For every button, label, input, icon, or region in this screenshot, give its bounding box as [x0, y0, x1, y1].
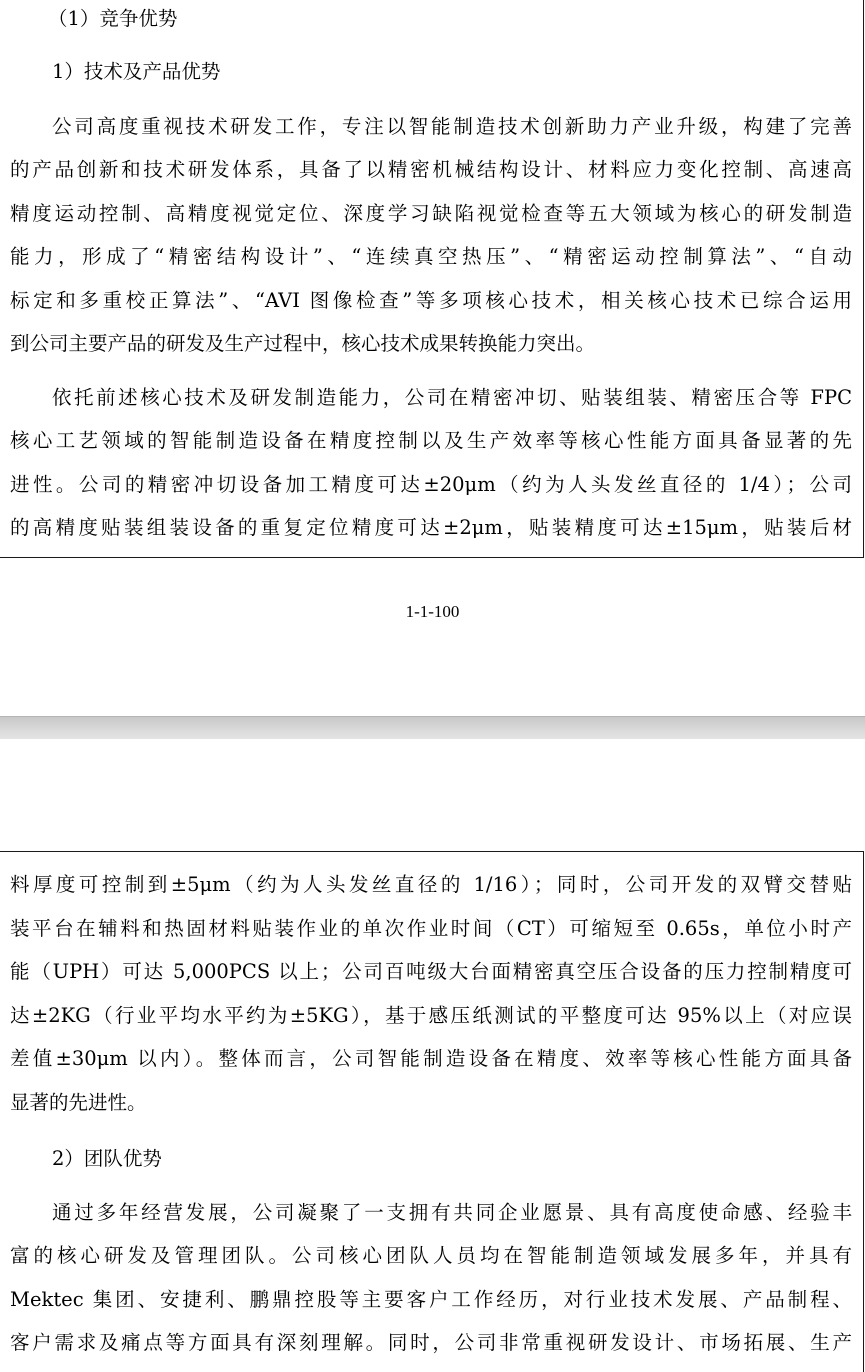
subsection-heading: 2）团队优势 — [52, 1147, 162, 1170]
subsection-heading: 1）技术及产品优势 — [52, 60, 221, 83]
section-heading: （1）竞争优势 — [48, 7, 178, 30]
paragraph-line: 差值±30μm 以内）。整体而言，公司智能制造设备在精度、效率等核心性能方面具备 — [10, 1047, 852, 1070]
page-separator — [0, 716, 865, 740]
paragraph-line: 核心工艺领域的智能制造设备在精度控制以及生产效率等核心性能方面具备显著的先 — [10, 429, 852, 452]
paragraph-line: 精度运动控制、高精度视觉定位、深度学习缺陷视觉检查等五大领域为核心的研发制造 — [10, 202, 852, 225]
paragraph-line: 的高精度贴装组装设备的重复定位精度可达±2μm，贴装精度可达±15μm，贴装后材 — [10, 516, 852, 539]
paragraph-line: 到公司主要产品的研发及生产过程中，核心技术成果转换能力突出。 — [10, 332, 596, 355]
paragraph-line: 显著的先进性。 — [10, 1091, 147, 1114]
paragraph-line: 的产品创新和技术研发体系，具备了以精密机械结构设计、材料应力变化控制、高速高 — [10, 158, 852, 181]
paragraph-line: 达±2KG（行业平均水平约为±5KG），基于感压纸测试的平整度可达 95%以上（对应误 — [10, 1004, 852, 1027]
paragraph-line: 进性。公司的精密冲切设备加工精度可达±20μm（约为人头发丝直径的 1/4）；公司 — [10, 473, 852, 496]
document-page-bottom — [0, 739, 865, 1359]
paragraph-line: 装平台在辅料和热固材料贴装作业的单次作业时间（CT）可缩短至 0.65s，单位小时产 — [10, 917, 852, 940]
paragraph-line: 客户需求及痛点等方面具有深刻理解。同时，公司非常重视研发设计、市场拓展、生产 — [10, 1331, 852, 1354]
paragraph-line: 料厚度可控制到±5μm（约为人头发丝直径的 1/16）；同时，公司开发的双臂交替贴 — [10, 873, 852, 896]
page-number: 1-1-100 — [405, 602, 460, 621]
paragraph-line: 富的核心研发及管理团队。公司核心团队人员均在智能制造领域发展多年，并具有 — [10, 1244, 852, 1267]
paragraph-line: Mektec 集团、安捷利、鹏鼎控股等主要客户工作经历，对行业技术发展、产品制程、 — [10, 1288, 852, 1311]
paragraph-line: 通过多年经营发展，公司凝聚了一支拥有共同企业愿景、具有高度使命感、经验丰 — [52, 1201, 852, 1224]
paragraph-line: 能（UPH）可达 5,000PCS 以上；公司百吨级大台面精密真空压合设备的压力控制精度可 — [10, 960, 852, 983]
paragraph-line: 公司高度重视技术研发工作，专注以智能制造技术创新助力产业升级，构建了完善 — [52, 115, 852, 138]
paragraph-line: 依托前述核心技术及研发制造能力，公司在精密冲切、贴装组装、精密压合等 FPC — [52, 386, 852, 409]
paragraph-line: 标定和多重校正算法”、“AVI 图像检查”等多项核心技术，相关核心技术已综合运用 — [10, 289, 852, 312]
paragraph-line: 能力，形成了“精密结构设计”、“连续真空热压”、“精密运动控制算法”、“自动 — [10, 245, 852, 268]
